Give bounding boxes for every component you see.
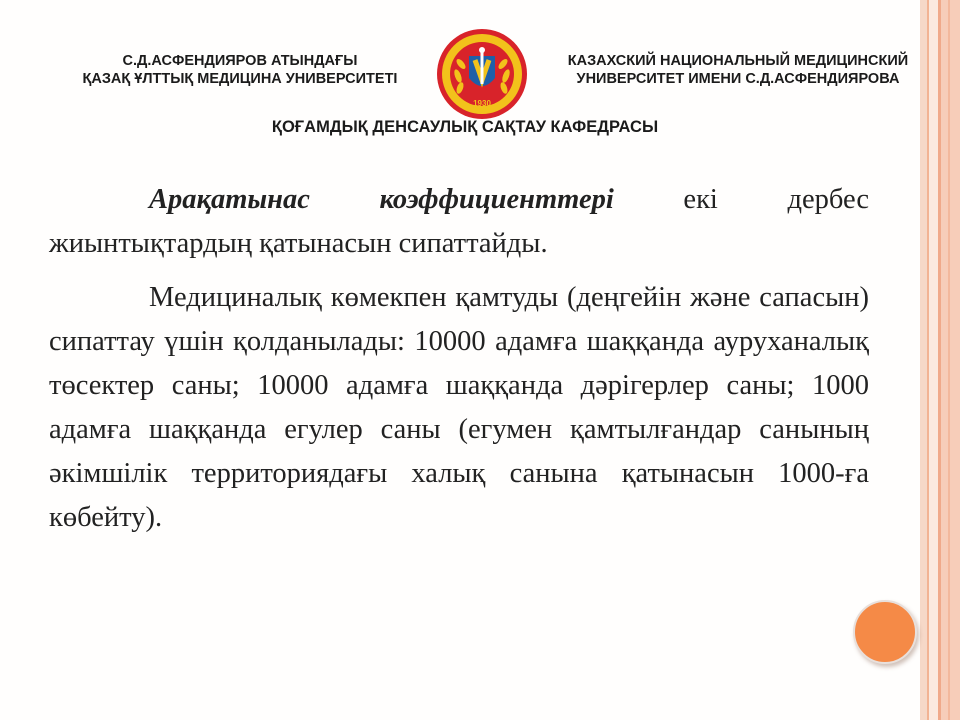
decorative-stripes: [920, 0, 960, 720]
slide-body: [49, 178, 869, 540]
university-name-russian: [548, 52, 928, 88]
definition-text: екі дербес жиынтықтардың қатынасын сипаттайды.: [49, 184, 869, 259]
university-name-kazakh-line2: ҚАЗАҚ ҰЛТТЫҚ МЕДИЦИНА УНИВЕРСИТЕТІ: [82, 71, 398, 87]
university-name-russian-line1: КАЗАХСКИЙ НАЦИОНАЛЬНЫЙ МЕДИЦИНСКИЙ: [567, 53, 909, 69]
university-logo: [436, 28, 528, 120]
department-title: ҚОҒАМДЫҚ ДЕНСАУЛЫҚ САҚТАУ КАФЕДРАСЫ: [271, 118, 659, 136]
defined-term: Арақатынас коэффициенттері: [149, 184, 614, 215]
university-name-kazakh-line1: С.Д.АСФЕНДИЯРОВ АТЫНДАҒЫ: [122, 53, 358, 69]
paragraph-usage: Медициналық көмекпен қамтуды (деңгейін және сапасын) сипаттау үшін қолданылады: 10000 адамға шаққанда ауруханалық төсектер саны; 10000 адамға шаққанда дәрігерлер саны; 1000 адамға шаққанда егулер саны (егумен қамтылғандар санының әкімшілік территориядағы халық санына қатынасын 1000-ға көбейту).: [49, 282, 869, 533]
university-name-russian-line2: УНИВЕРСИТЕТ ИМЕНИ С.Д.АСФЕНДИЯРОВА: [576, 71, 900, 87]
logo-year: 1930: [473, 99, 491, 108]
university-name-kazakh: [60, 52, 420, 88]
paragraph-definition: [49, 178, 869, 266]
decorative-circle: [853, 600, 917, 664]
